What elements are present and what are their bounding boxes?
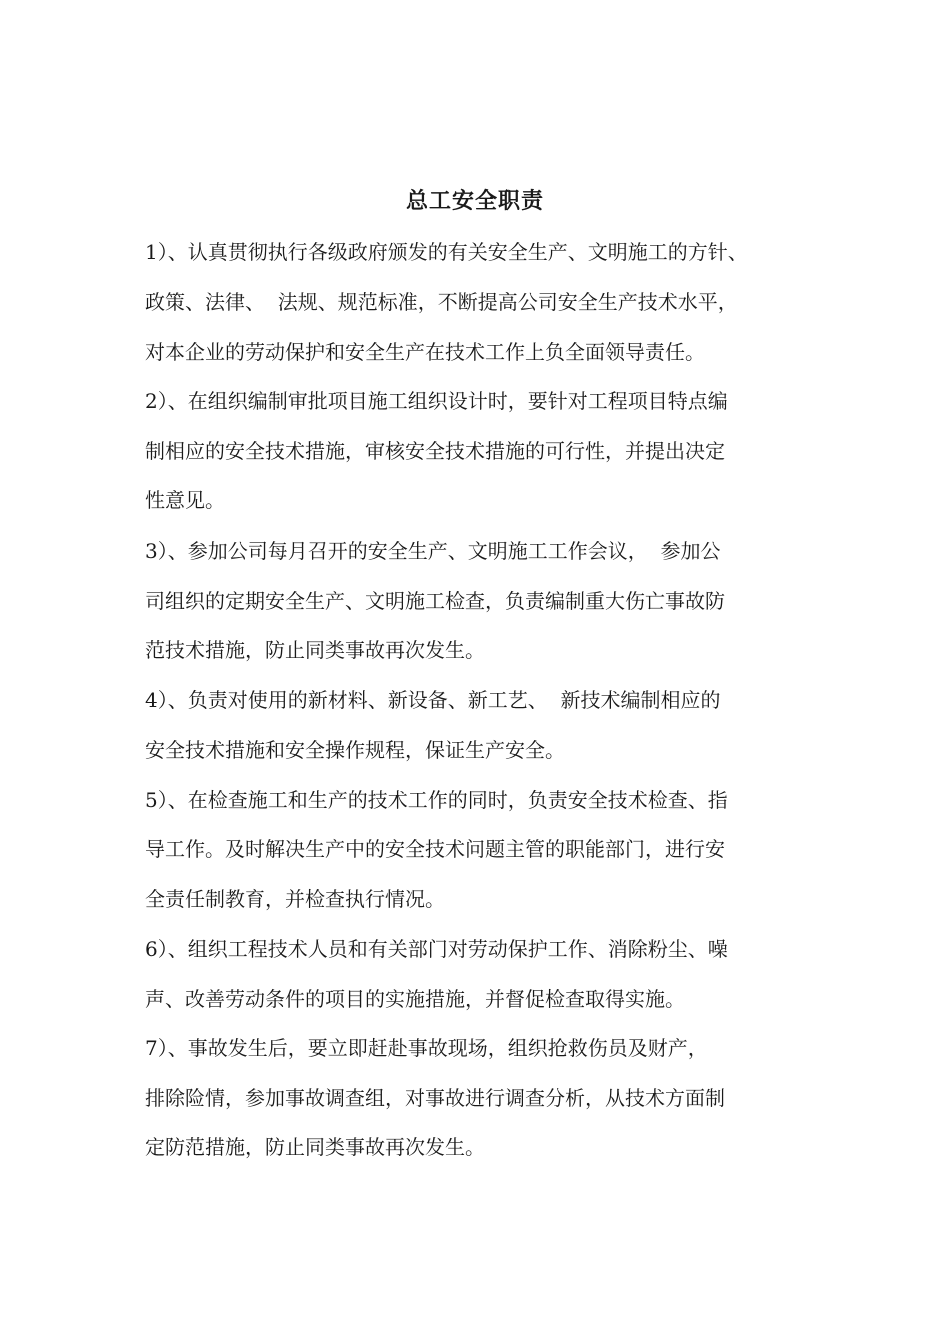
text-line: 2）、在组织编制审批项目施工组织设计时，要针对工程项目特点编 — [145, 389, 728, 413]
text-line: 1）、认真贯彻执行各级政府颁发的有关安全生产、文明施工的方针、 — [145, 240, 748, 264]
text-line: 定防范措施，防止同类事故再次发生。 — [145, 1135, 485, 1159]
text-line: 政策、法律、 法规、规范标准，不断提高公司安全生产技术水平， — [145, 290, 738, 314]
text-line: 性意见。 — [145, 488, 225, 512]
text-line: 6）、组织工程技术人员和有关部门对劳动保护工作、消除粉尘、噪 — [145, 937, 728, 961]
text-line: 5）、在检查施工和生产的技术工作的同时，负责安全技术检查、指 — [145, 788, 728, 812]
text-line: 3）、参加公司每月召开的安全生产、文明施工工作会议， 参加公 — [145, 539, 721, 563]
document-title: 总工安全职责 — [405, 188, 544, 214]
text-line: 排除险情，参加事故调查组，对事故进行调查分析，从技术方面制 — [145, 1086, 725, 1110]
text-line: 司组织的定期安全生产、文明施工检查，负责编制重大伤亡事故防 — [145, 589, 725, 613]
text-line: 全责任制教育，并检查执行情况。 — [145, 887, 445, 911]
text-line: 范技术措施，防止同类事故再次发生。 — [145, 638, 485, 662]
text-line: 对本企业的劳动保护和安全生产在技术工作上负全面领导责任。 — [145, 340, 705, 364]
text-line: 7）、事故发生后，要立即赶赴事故现场，组织抢救伤员及财产， — [145, 1036, 708, 1060]
text-line: 安全技术措施和安全操作规程，保证生产安全。 — [145, 738, 565, 762]
text-line: 声、改善劳动条件的项目的实施措施，并督促检查取得实施。 — [145, 987, 685, 1011]
text-line: 导工作。及时解决生产中的安全技术问题主管的职能部门，进行安 — [145, 837, 725, 861]
text-line: 4）、负责对使用的新材料、新设备、新工艺、 新技术编制相应的 — [145, 688, 721, 712]
text-line: 制相应的安全技术措施，审核安全技术措施的可行性，并提出决定 — [145, 439, 725, 463]
